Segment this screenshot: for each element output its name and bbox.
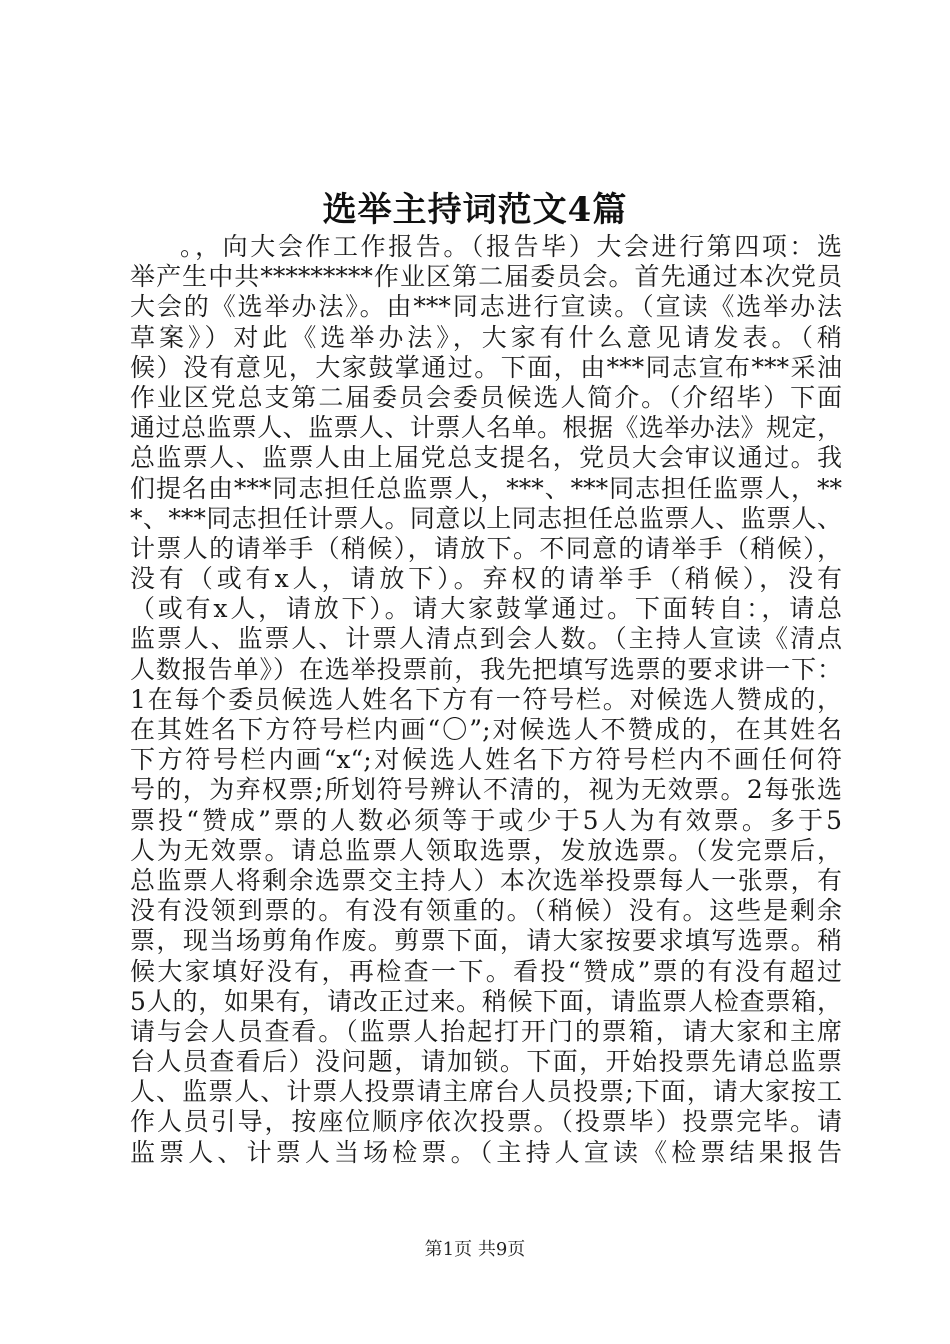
body-line: 计票人的请举手（稍候），请放下。不同意的请举手（稍候）， bbox=[130, 533, 842, 563]
body-line: 5人的，如果有，请改正过来。稍候下面，请监票人检查票箱， bbox=[130, 986, 842, 1016]
body-line: 没有（或有x人，请放下）。弃权的请举手（稍候），没有 bbox=[130, 564, 842, 594]
body-line: 票投“赞成”票的人数必须等于或少于5人为有效票。多于5 bbox=[130, 805, 842, 835]
body-line: 监票人、监票人、计票人清点到会人数。（主持人宣读《清点 bbox=[130, 624, 842, 654]
document-body bbox=[130, 232, 842, 1168]
body-line: 在其姓名下方符号栏内画“〇”;对候选人不赞成的，在其姓名 bbox=[130, 715, 842, 744]
body-line: 们提名由***同志担任总监票人，***、***同志担任监票人，** bbox=[130, 473, 842, 503]
body-line: 。，向大会作工作报告。（报告毕）大会进行第四项：选 bbox=[180, 232, 842, 261]
body-line: 人为无效票。请总监票人领取选票，发放选票。（发完票后， bbox=[130, 835, 842, 865]
body-line: 举产生中共*********作业区第二届委员会。首先通过本次党员 bbox=[130, 262, 842, 292]
body-line: 请与会人员查看。（监票人抬起打开门的票箱，请大家和主席 bbox=[130, 1016, 842, 1046]
page-footer: 第1页 共9页 bbox=[424, 1239, 526, 1260]
body-line: 候）没有意见，大家鼓掌通过。下面，由***同志宣布***采油 bbox=[130, 352, 842, 382]
body-line: 通过总监票人、监票人、计票人名单。根据《选举办法》规定， bbox=[130, 413, 842, 443]
body-line: 总监票人、监票人由上届党总支提名，党员大会审议通过。我 bbox=[130, 443, 842, 473]
body-line: 作业区党总支第二届委员会委员候选人简介。（介绍毕）下面 bbox=[130, 382, 842, 412]
body-line: 台人员查看后）没问题，请加锁。下面，开始投票先请总监票 bbox=[130, 1047, 842, 1077]
body-line: 票，现当场剪角作废。剪票下面，请大家按要求填写选票。稍 bbox=[130, 926, 842, 956]
body-line: 草案》）对此《选举办法》，大家有什么意见请发表。（稍 bbox=[130, 322, 842, 352]
body-line: 监票人、计票人当场检票。（主持人宣读《检票结果报告 bbox=[130, 1137, 842, 1167]
body-line: 人、监票人、计票人投票请主席台人员投票;下面，请大家按工 bbox=[130, 1077, 842, 1107]
body-line: *、***同志担任计票人。同意以上同志担任总监票人、监票人、 bbox=[130, 503, 842, 533]
body-line: 作人员引导，按座位顺序依次投票。（投票毕）投票完毕。请 bbox=[130, 1107, 842, 1137]
body-line: 1在每个委员候选人姓名下方有一符号栏。对候选人赞成的， bbox=[130, 684, 842, 714]
document-title: 选举主持词范文4篇 bbox=[322, 190, 628, 230]
body-line: 大会的《选举办法》。由***同志进行宣读。（宣读《选举办法 bbox=[130, 292, 842, 322]
body-line: 没有没领到票的。有没有领重的。（稍候）没有。这些是剩余 bbox=[130, 896, 842, 926]
body-line: 总监票人将剩余选票交主持人）本次选举投票每人一张票，有 bbox=[130, 865, 842, 895]
body-line: 候大家填好没有，再检查一下。看投“赞成”票的有没有超过 bbox=[130, 956, 842, 986]
body-line: （或有x人，请放下）。请大家鼓掌通过。下面转自：，请总 bbox=[130, 594, 842, 624]
body-line: 人数报告单》）在选举投票前，我先把填写选票的要求讲一下： bbox=[130, 654, 842, 684]
body-line: 号的，为弃权票;所划符号辨认不清的，视为无效票。2每张选 bbox=[130, 775, 842, 805]
body-line: 下方符号栏内画“x“;对候选人姓名下方符号栏内不画任何符 bbox=[130, 745, 842, 775]
